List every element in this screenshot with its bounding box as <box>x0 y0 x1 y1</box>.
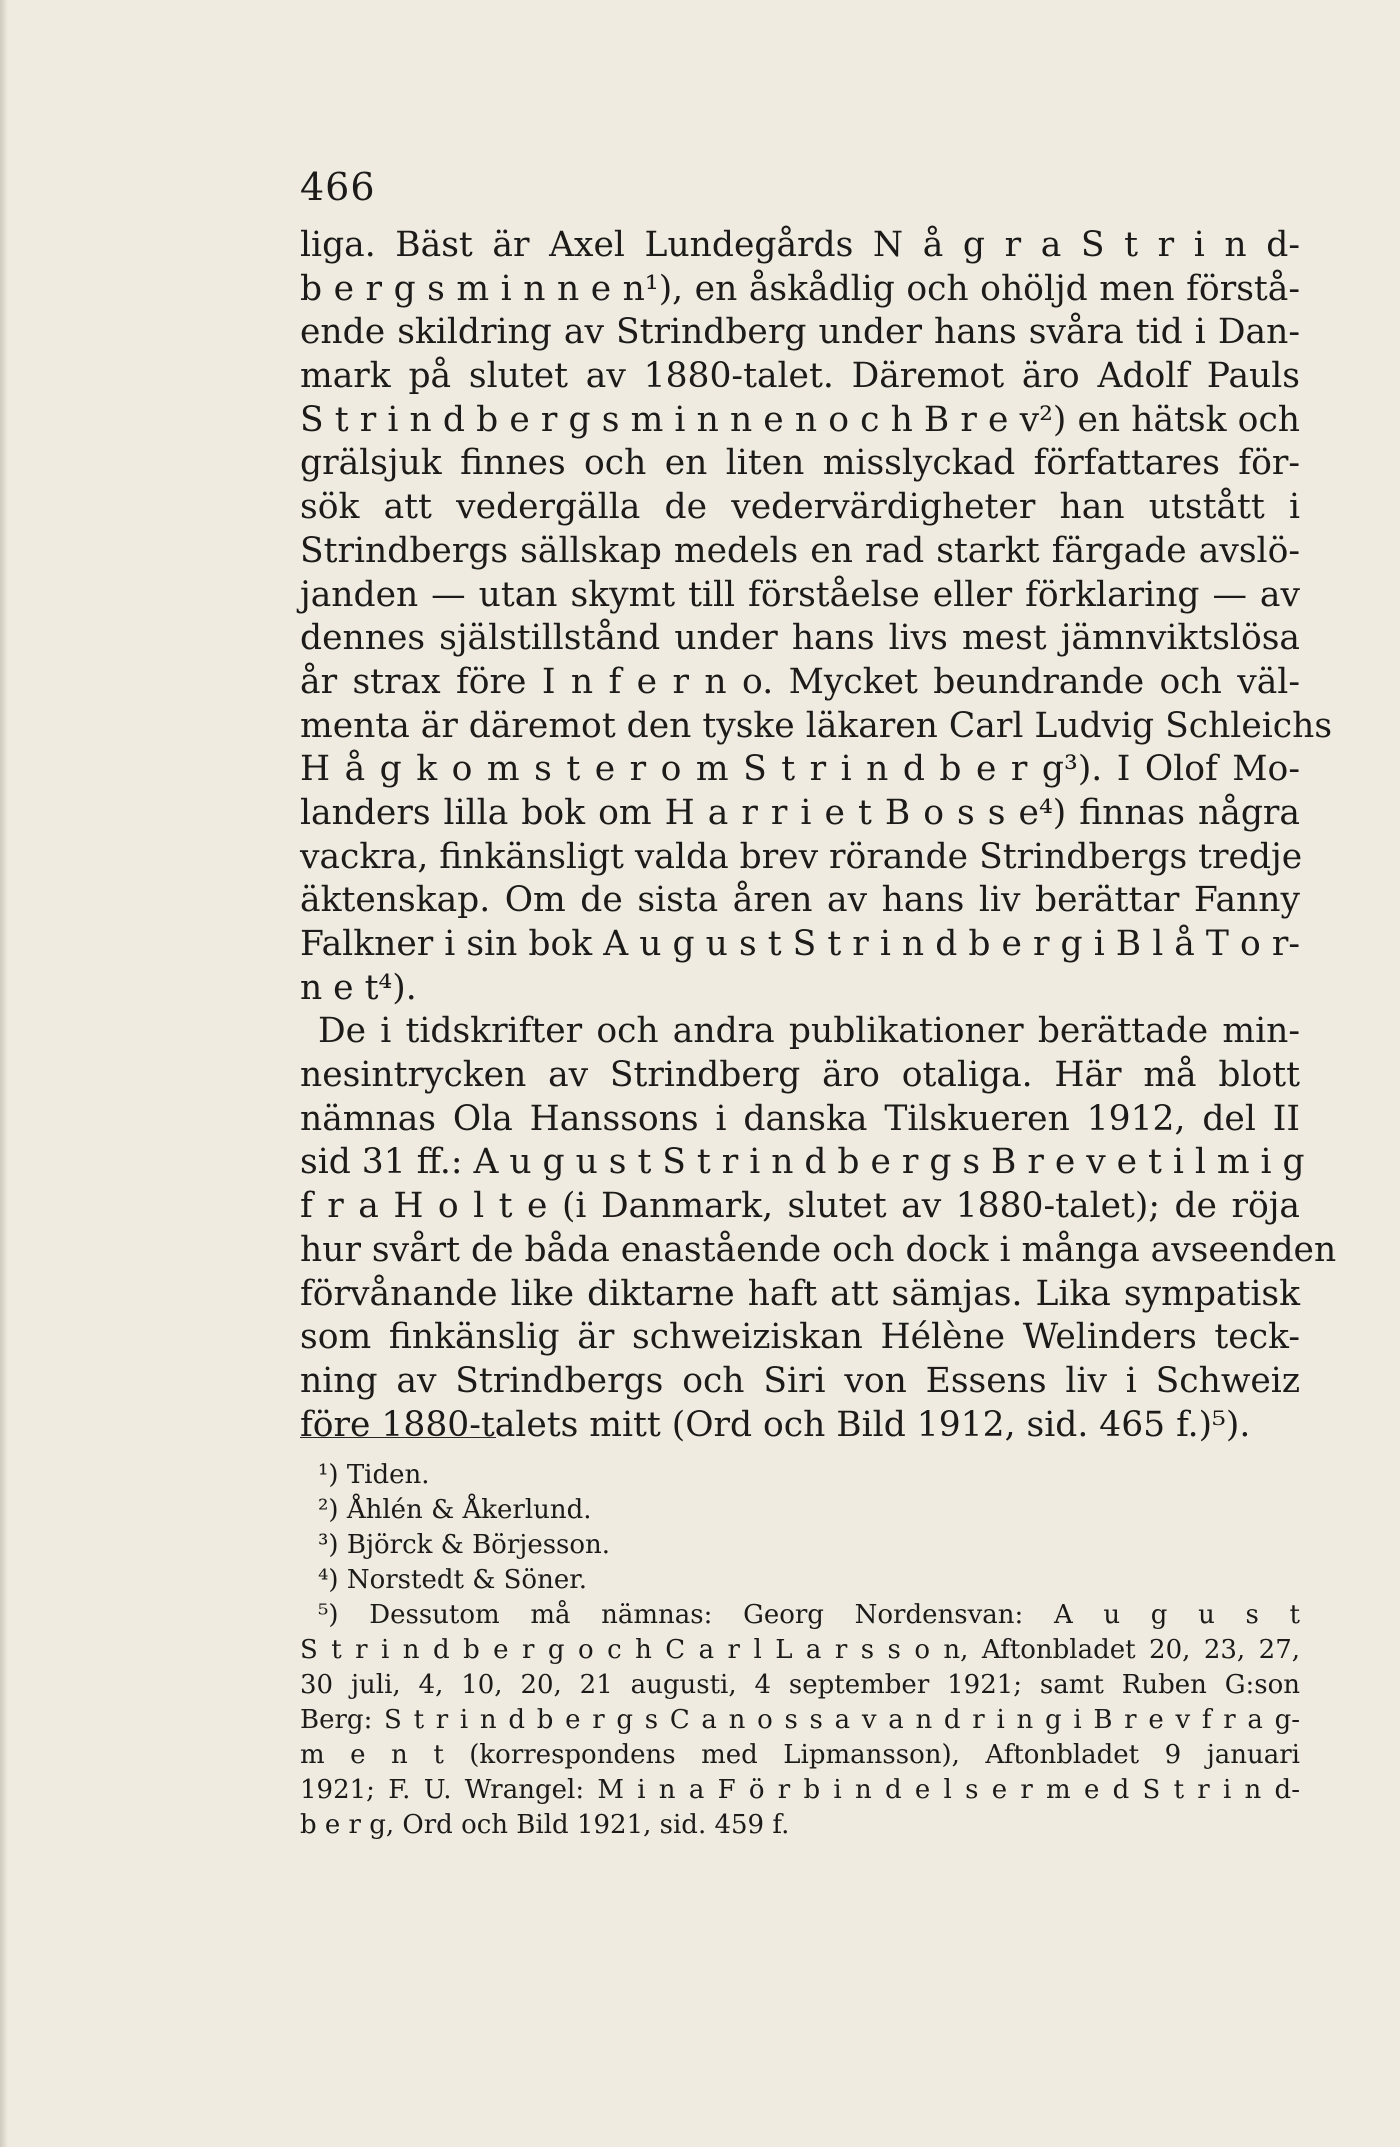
footnote-line: b e r g, Ord och Bild 1921, sid. 459 f. <box>300 1810 790 1840</box>
footnote-line: ⁴) Norstedt & Söner. <box>318 1565 588 1595</box>
body-line: nämnas Ola Hanssons i danska Tilskueren 1912, del II <box>300 1098 1300 1139</box>
body-line: ende skildring av Strindberg under hans svåra tid i Dan- <box>300 312 1300 353</box>
body-line: S t r i n d b e r g s m i n n e n o c h B r e v²) en hätsk och <box>300 399 1300 440</box>
page-edge <box>0 0 8 2147</box>
body-line: b e r g s m i n n e n¹), en åskådlig och ohöljd men förstå- <box>300 268 1300 309</box>
footnote-line: S t r i n d b e r g o c h C a r l L a r s s o n, Aftonbladet 20, 23, 27, <box>300 1635 1300 1665</box>
body-line: H å g k o m s t e r o m S t r i n d b e r g³). I Olof Mo- <box>300 749 1300 790</box>
footnote-line: ¹) Tiden. <box>318 1460 430 1490</box>
body-line: liga. Bäst är Axel Lundegårds N å g r a S t r i n d- <box>300 225 1300 265</box>
body-line: som finkänslig är schweiziskan Hélène Welinders teck- <box>300 1317 1300 1358</box>
body-line: menta är däremot den tyske läkaren Carl Ludvig Schleichs <box>300 705 1333 746</box>
footnote-line: ²) Åhlén & Åkerlund. <box>318 1495 592 1525</box>
body-line: vackra, finkänsligt valda brev rörande Strindbergs tredje <box>300 836 1303 877</box>
footnote-line: 30 juli, 4, 10, 20, 21 augusti, 4 september 1921; samt Ruben G:son <box>300 1670 1300 1700</box>
body-line: sid 31 ff.: A u g u s t S t r i n d b e r g s B r e v e t i l m i g <box>300 1142 1305 1183</box>
footnote-line: ³) Björck & Börjesson. <box>318 1530 611 1560</box>
body-line: år strax före I n f e r n o. Mycket beundrande och väl- <box>300 661 1300 702</box>
footnote-divider <box>300 1437 496 1438</box>
body-line: äktenskap. Om de sista åren av hans liv berättar Fanny <box>300 880 1300 921</box>
body-line: Falkner i sin bok A u g u s t S t r i n d b e r g i B l å T o r- <box>300 924 1300 964</box>
body-line: mark på slutet av 1880-talet. Däremot äro Adolf Pauls <box>300 356 1300 397</box>
body-line: nesintrycken av Strindberg äro otaliga. Här må blott <box>300 1055 1300 1096</box>
footnotes <box>300 1458 1300 1843</box>
body-line: sök att vedergälla de vedervärdigheter han utstått i <box>300 487 1300 528</box>
footnote-line: Berg: S t r i n d b e r g s C a n o s s a v a n d r i n g i B r e v f r a g- <box>300 1705 1300 1735</box>
body-line: dennes själstillstånd under hans livs mest jämnviktslösa <box>300 618 1300 659</box>
body-line: De i tidskrifter och andra publikationer berättade min- <box>318 1011 1300 1052</box>
body-line: hur svårt de båda enastående och dock i många avseenden <box>300 1229 1337 1270</box>
body-line: ning av Strindbergs och Siri von Essens liv i Schweiz <box>300 1360 1300 1401</box>
footnote-line: ⁵) Dessutom må nämnas: Georg Nordensvan: A u g u s t <box>318 1600 1300 1630</box>
body-line: förvånande like diktarne haft att sämjas. Lika sympatisk <box>300 1273 1300 1314</box>
body-line: f r a H o l t e (i Danmark, slutet av 1880-talet); de röja <box>300 1186 1300 1227</box>
body-line: landers lilla bok om H a r r i e t B o s s e⁴) finnas några <box>300 792 1300 833</box>
footnote-line: 1921; F. U. Wrangel: M i n a F ö r b i n d e l s e r m e d S t r i n d- <box>300 1775 1300 1805</box>
body-line: n e t⁴). <box>300 967 417 1008</box>
footnote-line: m e n t (korrespondens med Lipmansson), Aftonbladet 9 januari <box>300 1740 1300 1770</box>
page-number: 466 <box>300 165 376 209</box>
body-line: janden — utan skymt till förståelse eller förklaring — av <box>300 574 1300 615</box>
body-line: grälsjuk finnes och en liten misslyckad författares för- <box>300 443 1300 484</box>
body-text <box>300 224 1337 1447</box>
body-line: Strindbergs sällskap medels en rad starkt färgade avslö- <box>300 530 1300 571</box>
body-line: före 1880-talets mitt (Ord och Bild 1912, sid. 465 f.)⁵). <box>300 1404 1251 1445</box>
